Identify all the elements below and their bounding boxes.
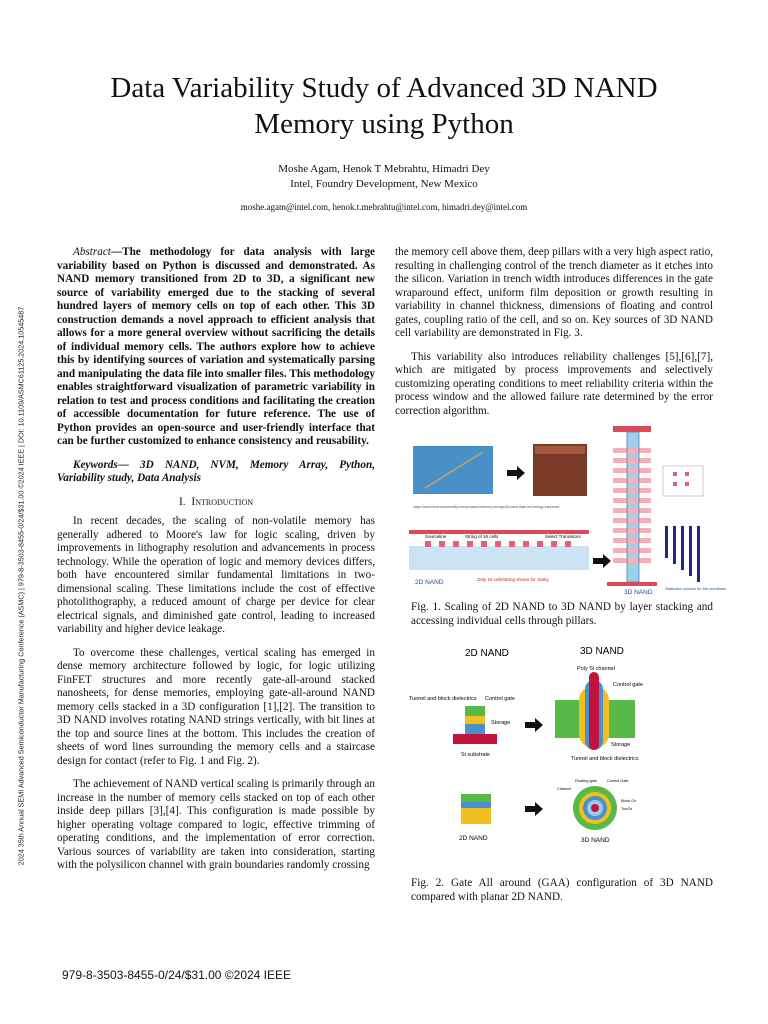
tunnel-block-label: Tunnel and block dielectrics	[409, 696, 477, 702]
keywords: Keywords— 3D NAND, NVM, Memory Array, Python, Variability study, Data Analysis	[57, 458, 375, 484]
si-substrate-label: Si substrate	[461, 752, 491, 758]
figure-2-caption: Fig. 2. Gate All around (GAA) configuration of 3D NAND compared with planar 2D NAND.	[411, 877, 713, 903]
fig2-label-3d-top: 3D NAND	[580, 646, 624, 657]
sourceline-label: Sourceline	[425, 534, 447, 539]
tunnel-block	[465, 724, 485, 734]
pillar-top	[613, 426, 651, 432]
figure-2	[395, 642, 713, 870]
right-column	[395, 246, 727, 904]
control-gate-block	[465, 706, 485, 716]
intro-paragraph-4: the memory cell above them, deep pillars with a very high aspect ratio, resulting in challenging control of the trench diameter as it etches into the silicon. Variation in trench width introduces differences in the gate wraparound effect, uniform film deposition or growth resulting in variability in channel thickness, dimensions of floating and control gates, coupling ratio of the cell, and so on. Key sources of 3D NAND cell variability are demonstrated in Fig. 3.	[395, 246, 713, 339]
conference-sidebar	[16, 212, 26, 960]
ring-block-label: Block Ox	[621, 799, 637, 803]
section-heading	[57, 496, 375, 510]
figure-1-diagram	[395, 426, 727, 596]
ring-tunox-label: TunOx	[621, 807, 633, 811]
arrow-icon	[525, 802, 543, 816]
figure-1	[395, 426, 727, 596]
author-block	[60, 162, 708, 192]
intro-paragraph-1: In recent decades, the scaling of non-volatile memory has generally adhered to Moore's law for logic scaling, driven by improvements in lithography resolution and advancements in process technology. While the operation of logic and memory devices differs, both have encountered similar fundamental limitations in two-dimensional scaling. These limitations include the cost of effective photolithography, a reduced amount of charge per device for clear electrical signals, and diminished gate control, leading to increased variability and higher device leakage.	[57, 515, 375, 635]
si-substrate-block	[453, 734, 497, 744]
intro-paragraph-3: The achievement of NAND vertical scaling is primarily through an increase in the number of memory cells stacked on top of each other inside deep pillars [3],[4]. This configuration is made possible by higher operating voltage compared to logic, effective trimming of operating conditions, and the implementation of error correction. Various sources of variability are taken into consideration, starting with the polysilicon channel with grain boundaries randomly crossing	[57, 778, 375, 871]
fig2-label-3d-bottom: 3D NAND	[581, 837, 610, 844]
label-3d-nand: 3D NAND	[624, 589, 653, 596]
author-emails: moshe.agam@intel.com, henok.t.mebrahtu@intel.com, himadri.dey@intel.com	[240, 202, 528, 212]
storage-3d-label: Storage	[611, 742, 631, 748]
arrow-icon	[525, 718, 543, 732]
only-16-label: Only 16 cells/string shown for clarity	[477, 577, 549, 582]
sidebar-text: 2024 35th Annual SEMI Advanced Semiconductor Manufacturing Conference (ASMC) | 979-8-3503-8455-0/24/$31.00 ©2024 IEEE | DOI: 10.1109/ASMC61125.2024.10545487	[16, 306, 26, 866]
abstract	[57, 246, 375, 449]
ring-floating-label: Floating gate	[575, 779, 597, 783]
label-2d-nand: 2D NAND	[415, 579, 444, 586]
storage-label: Storage	[491, 720, 511, 726]
section-title: Introduction	[191, 495, 254, 508]
gaa-rings	[573, 786, 617, 830]
control-gate-label: Control gate	[485, 696, 515, 702]
staircase-contacts	[665, 526, 700, 582]
abstract-label: Abstract	[73, 246, 111, 258]
string-label: String of 16 cells	[465, 534, 499, 539]
nand2d-body	[409, 546, 589, 570]
page-footer: 979-8-3503-8455-0/24/$31.00 ©2024 IEEE	[62, 968, 292, 982]
arrow-icon	[593, 554, 611, 568]
figure-1-caption: Fig. 1. Scaling of 2D NAND to 3D NAND by layer stacking and accessing individual cells through pillars.	[411, 601, 713, 627]
arrow-icon	[507, 466, 525, 480]
poly-channel-label: Poly Si channel	[577, 666, 615, 672]
control-gate-3d-label: Control gate	[613, 682, 643, 688]
paper-title: Data Variability Study of Advanced 3D NAND Memory using Python	[110, 72, 658, 140]
ring-channel-label: Channel	[557, 787, 572, 791]
fig2-label-2d-bottom: 2D NAND	[459, 835, 488, 842]
cross-section-inset	[663, 466, 703, 496]
section-number: I.	[178, 495, 186, 508]
source-url: https://www.electronicsweekly.com/products/memory-storage/3d-nand-flash-technology-explained	[413, 505, 560, 509]
abstract-text: —The methodology for data analysis with large variability based on Python is discussed and demonstrated. As NAND memory transitioned from 2D to 3D, a significant new source of variability emerged due to the stacking of several hundred layers of memory cells on top of each other. This 3D construction demands a novel approach to efficient analysis that allows for a more general overview without sacrificing the details of individual memory cells. The authors explore how to achieve this by identifying sources of variation and systematically parsing and manipulating the data file into smaller files. This methodology enables straightforward visualization of parametric variability in relation to test and process conditions and facilitating the creation of accessible documentation for future reference. The use of Python provides an open-source and user-friendly interface that can be further customized to enhance consistency and reusability.	[57, 246, 375, 447]
author-affiliation: Intel, Foundry Development, New Mexico	[290, 178, 478, 190]
intro-paragraph-2: To overcome these challenges, vertical scaling has emerged in dense memory architecture followed by logic, for logic utilizing FinFET structures and more recently gate-all-around stacked nanosheets, for dense memories, employing gate-all-around NAND memory cells stacked in a 3D configuration [1],[2]. The transition to 3D NAND involves rotating NAND strings vertically, with bit lines at the top and source lines at the bottom. This includes the creation of sheets of word lines surrounding the memory cells and a staircase design for contact (refer to Fig. 1 and Fig. 2).	[57, 646, 375, 767]
staircase-label: Staircase contact for the wordlines	[665, 586, 727, 591]
storage-block	[465, 716, 485, 724]
author-names: Moshe Agam, Henok T Mebrahtu, Himadri Dey	[278, 163, 490, 175]
intro-paragraph-5: This variability also introduces reliability challenges [5],[6],[7], which are mitigated by process improvements and selectively customizing operating conditions to meet reliability criteria within the process window and the allowed failure rate determined by the error correction algorithm.	[395, 350, 713, 417]
tunnel-block-3d-label: Tunnel and block dielectrics	[571, 756, 639, 762]
pillar-source	[607, 582, 657, 586]
cube-top	[535, 446, 585, 454]
fig2-label-2d-top: 2D NAND	[465, 648, 509, 659]
planar-stack	[461, 794, 491, 824]
figure-2-diagram	[395, 642, 713, 870]
select-label: Select Transistors	[545, 534, 581, 539]
gaa-poly-channel	[589, 672, 599, 750]
left-column	[57, 246, 375, 873]
ring-control-label: Control Gate	[607, 779, 629, 783]
